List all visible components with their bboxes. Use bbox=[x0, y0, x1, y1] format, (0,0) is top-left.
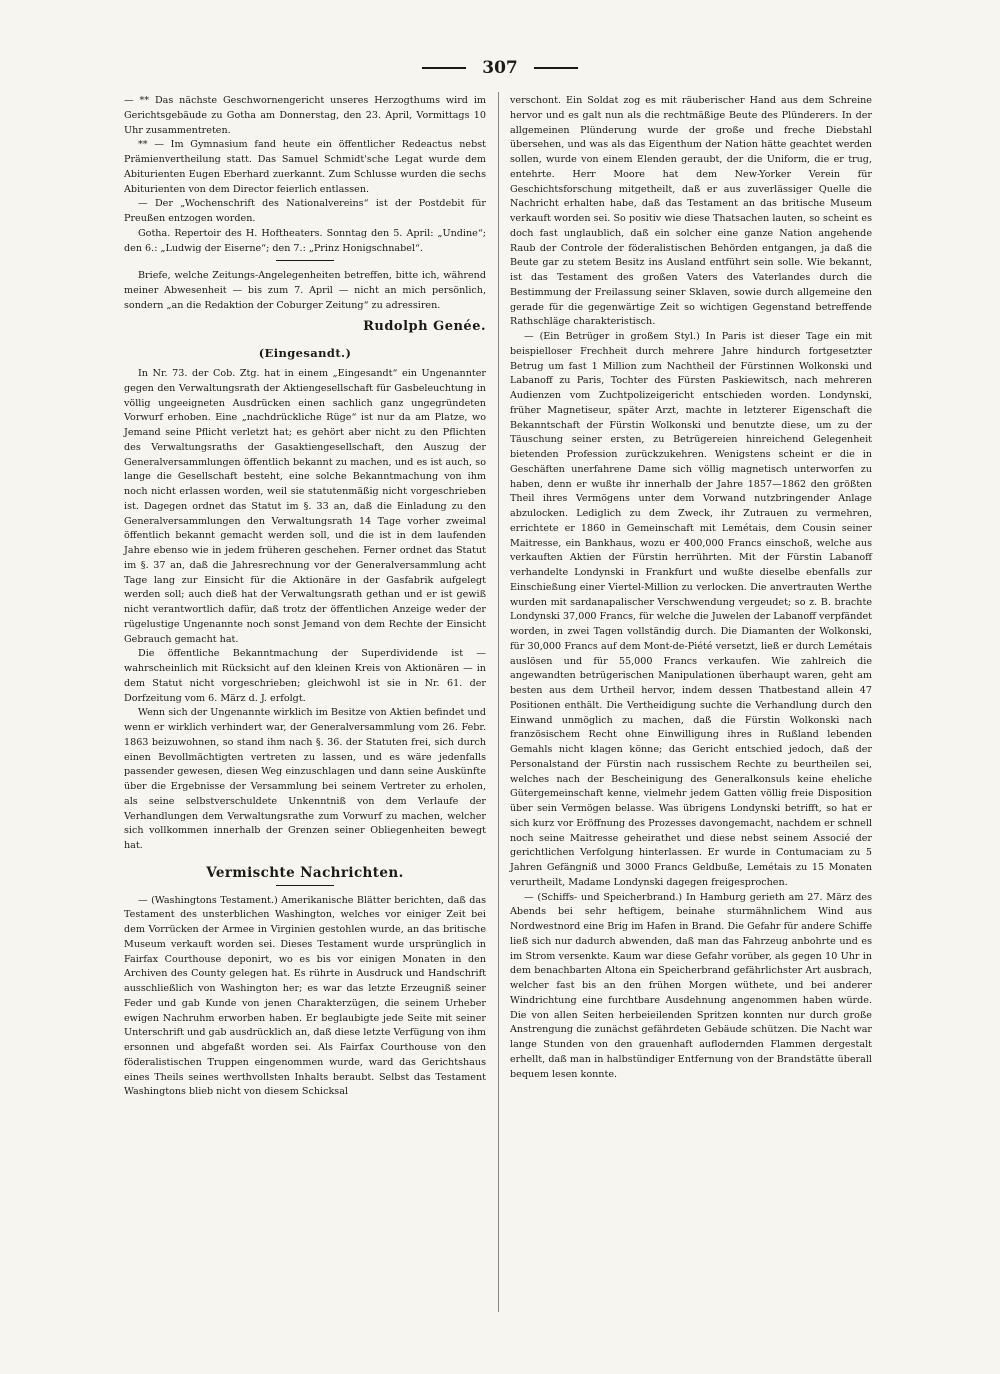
vermischte-heading: Vermischte Nachrichten. bbox=[206, 864, 404, 881]
eingesandt-paragraph: In Nr. 73. der Cob. Ztg. hat in einem „Eingesandt“ ein Ungenannter gegen den Verwaltungsrath der Aktiengesellschaft für Gasbeleuchtung in völlig ungeeigneten Ausdrücken einen sachlich ganz ungegründeten Vorwurf erhoben. Eine „nachdrückliche Rüge“ ist nur da am Platze, wo Jemand seine Pflicht verletzt hat; es gehört aber nicht zu den Pflichten des Verwaltungsraths der Gasaktiengesellschaft, den Auszug der Generalversammlungen öffentlich bekannt zu machen, und es ist auch, so lange die Gesellschaft besteht, eine solche Bekanntmachung von ihm noch nicht erlassen worden, weil sie statutenmäßig nicht vorgeschrieben ist. Dagegen ordnet das Statut im §. 33 an, daß die Einladung zu den Generalversammlungen den Verwaltungsrath 14 Tage vorher zweimal öffentlich bekannt gemacht werden soll, und die ist in dem laufenden Jahre ebenso wie in jedem früheren geschehen. Ferner ordnet das Statut im §. 37 an, daß die Jahresrechnung vor der Generalversammlung acht Tage lang zur Einsicht für die Aktionäre in der Gasfabrik aufgelegt werden soll; auch dieß hat der Verwaltungsrath gethan und er ist gewiß nicht verantwortlich dafür, daß trotz der öffentlichen Anzeige weder der rügelustige Ungenannte noch sonst Jemand von dem Rechte der Einsicht Gebrauch gemacht hat. bbox=[124, 368, 486, 645]
section-rule bbox=[276, 885, 334, 886]
news-item-gymnasium: ** — Im Gymnasium fand heute ein öffentlicher Redeactus nebst Prämienvertheilung statt. Das Samuel Schmidt'sche Legat wurde dem Abiturienten Eugen Eberhard zuerkannt. Zum Schlusse wurden die sechs Abiturienten von dem Director feierlich entlassen. bbox=[124, 139, 486, 195]
continuation-paragraph: verschont. Ein Soldat zog es mit räuberischer Hand aus dem Schreine hervor und es galt nun als die rechtmäßige Beute des Plünderers. In der allgemeinen Plünderung wurde der große und freche Diebstahl übersehen, und was als das Eigenthum der Nation hätte geachtet werden sollen, wurde von einem Elenden geraubt, der die Uniform, die er trug, entehrte. Herr Moore hat dem New-Yorker Verein für Geschichtsforschung mitgetheilt, daß er aus zuverlässiger Quelle die Nachricht erhalten habe, daß das Testament an das britische Museum verkauft worden sei. So positiv wie diese Thatsachen lauten, so scheint es doch fast unglaublich, daß ein solcher eine ganze Nation angehende Raub der Controle der föderalistischen Behörden entgangen, ja daß die Beute gar zu stetem Besitz ins Ausland entführt sein solle. Wie bekannt, ist das Testament des großen Vaters des Vaterlandes durch die Bestimmung der Freilassung seiner Sklaven, sowie durch allgemeine den gerade für die gegenwärtige Zeit so wichtigen Gegenstand betreffende Rathschläge charakteristisch. bbox=[510, 95, 872, 328]
section-rule bbox=[276, 260, 334, 261]
news-item-repertoir: Gotha. Repertoir des H. Hoftheaters. Sonntag den 5. April: „Undine“; den 6.: „Ludwig der Eiserne“; den 7.: „Prinz Honigschnabel“. bbox=[124, 227, 486, 254]
eingesandt-paragraph: Die öffentliche Bekanntmachung der Superdividende ist — wahrscheinlich mit Rücksicht auf den kleinen Kreis von Aktionären — in dem Statut nicht vorgeschrieben; gleichwohl ist sie in Nr. 61. der Dorfzeitung vom 6. März d. J. erfolgt. bbox=[124, 648, 486, 704]
right-column bbox=[510, 94, 872, 1082]
page-header bbox=[0, 58, 1000, 78]
header-rule-left bbox=[422, 67, 466, 69]
page-number: 307 bbox=[482, 58, 518, 78]
news-item-betrueger: — (Ein Betrüger in großem Styl.) In Paris ist dieser Tage ein mit beispielloser Frechheit durch mehrere Jahre hindurch fortgesetzter Betrug um fast 1 Million zum Nachtheil der Fürstinnen Wolkonski und Labanoff zu Paris, Tochter des Fürsten Paskiewitsch, nach mehreren Audienzen vom Zuchtpolizeigericht entschieden worden. Londynski, früher Magnetiseur, später Arzt, machte in letzterer Eigenschaft die Bekanntschaft der Fürstin Wolkonski und benutzte diese, um zu der Täuschung seiner ersten, zu Betrügereien hinreichend Gelegenheit bietenden Profession zurückzukehren. Wenigstens scheint er die in Geschäften unerfahrene Dame sich völlig magnetisch unterworfen zu haben, denn er wußte ihr innerhalb der Jahre 1857—1862 den größten Theil ihres Vermögens unter dem Vorwand nutzbringender Anlage abzulocken. Lediglich zu dem Zweck, ihr Zutrauen zu vermehren, errichtete er 1860 in Gemeinschaft mit Lemétais, dem Cousin seiner Maitresse, ein Bankhaus, wozu er 400,000 Francs einschoß, welche aus verkauften Aktien der Fürstin herrührten. Mit der Fürstin Labanoff verhandelte Londynski in Frankfurt und wußte dieselbe ebenfalls zur Einschießung einer Viertel-Million zu verlocken. Die anvertrauten Werthe wurden mit sardanapalischer Verschwendung vergeudet; so z. B. brachte Londynski 37,000 Francs, für welche die Juwelen der Labanoff verpfändet worden, in zwei Tagen vollständig durch. Die Diamanten der Wolkonski, für 30,000 Francs auf dem Mont-de-Piété versetzt, ließ er durch Lemétais auslösen und für 55,000 Francs verkaufen. Wie zahlreich die angewandten betrügerischen Manipulationen überhaupt waren, geht am besten aus dem Urtheil hervor, indem dessen Thatbestand allein 47 Positionen enthält. Die Vertheidigung suchte die Verhandlung durch den Einwand unmöglich zu machen, daß die Fürstin Wolkonski nach französischem Recht ohne Einwilligung ihres in Rußland lebenden Gemahls nicht klagen könne; das Gericht entschied jedoch, daß der Personalstand der Fürstin nach russischem Rechte zu beurtheilen sei, welches nach der Bescheinigung des Generalkonsuls keine eheliche Gütergemeinschaft kenne, vielmehr jedem Gatten völlig freie Disposition über sein Vermögen belasse. Was übrigens Londynski betrifft, so hat er sich kurz vor Eröffnung des Prozesses davongemacht, nachdem er schnell noch seine Maitresse geheirathet und diese nebst seinem Associé der gerichtlichen Verfolgung hinterlassen. Er wurde in Contumaciam zu 5 Jahren Gefängniß und 3000 Francs Geldbuße, Lemétais zu 15 Monaten verurtheilt, Madame Londynski dagegen freigesprochen. bbox=[510, 331, 872, 888]
signature: Rudolph Genée. bbox=[363, 318, 486, 334]
notice-briefe: Briefe, welche Zeitungs-Angelegenheiten betreffen, bitte ich, während meiner Abwesenheit — bis zum 7. April — nicht an mich persönlich, sondern „an die Redaktion der Coburger Zeitung“ zu adressiren. bbox=[124, 270, 486, 311]
vermischte-paragraph: — (Washingtons Testament.) Amerikanische Blätter berichten, daß das Testament des unsterblichen Washington, welches vor einiger Zeit bei dem Vorrücken der Armee in Virginien gestohlen wurde, an das britische Museum verkauft worden sei. Dieses Testament wurde ursprünglich in Fairfax Courthouse deponirt, wo es bis vor einigen Monaten in den Archiven des County gelegen hat. Es rührte in Ausdruck und Handschrift ausschließlich von Washington her; es war das letzte Erzeugniß seiner Feder und gab Kunde von jenen Charakterzügen, die seinem Urheber ewigen Nachruhm erworben haben. Er beglaubigte jede Seite mit seiner Unterschrift und gab ausdrücklich an, daß diese letzte Verfügung von ihm ersonnen und abgefaßt worden sei. Als Fairfax Courthouse von den föderalistischen Truppen eingenommen wurde, ward das Gerichtshaus eines Theils seines werthvollsten Inhalts beraubt. Selbst das Testament Washingtons blieb nicht von diesem Schicksal bbox=[124, 894, 486, 1098]
news-item-geschwornengericht: — ** Das nächste Geschwornengericht unseres Herzogthums wird im Gerichtsgebäude zu Gotha am Donnerstag, den 23. April, Vormittags 10 Uhr zusammentreten. bbox=[124, 95, 486, 136]
header-rule-right bbox=[534, 67, 578, 69]
eingesandt-heading: (Eingesandt.) bbox=[258, 346, 352, 361]
eingesandt-paragraph: Wenn sich der Ungenannte wirklich im Besitze von Aktien befindet und wenn er wirklich verhindert war, der Generalversammlung vom 26. Febr. 1863 beizuwohnen, so stand ihm nach §. 36. der Statuten frei, sich durch einen Bevollmächtigten vertreten zu lassen, und es wäre jedenfalls passender gewesen, diesen Weg einzuschlagen und dann seine Auskünfte über die Ergebnisse der Versammlung bei seinem Vertreter zu erholen, als seine selbstverschuldete Unkenntniß von dem Verlaufe der Verhandlungen dem Verwaltungsrathe zum Vorwurf zu machen, welcher sich vollkommen innerhalb der Grenzen seiner Obliegenheiten bewegt hat. bbox=[124, 707, 486, 851]
news-item-speicherbrand: — (Schiffs- und Speicherbrand.) In Hamburg gerieth am 27. März des Abends bei sehr heftigem, beinahe sturmähnlichem Wind aus Nordwestnord eine Brig im Hafen in Brand. Die Gefahr für andere Schiffe ließ sich nur dadurch abwenden, daß man das Fahrzeug anbohrte und es im Strom versenkte. Kaum war diese Gefahr vorüber, als gegen 10 Uhr in dem benachbarten Altona ein Speicherbrand gefährlichster Art ausbrach, welcher fast bis an den frühen Morgen wüthete, und bei anderer Windrichtung eine furchtbare Ausdehnung angenommen haben würde. Die von allen Seiten herbeieilenden Spritzen konnten nur durch große Anstrengung die zunächst gefährdeten Gebäude schützen. Die Nacht war lange Stunden von den grauenhaft auflodernden Flammen dergestalt erhellt, daß man in halbstündiger Entfernung von der Brandstätte überall bequem lesen konnte. bbox=[510, 891, 872, 1080]
column-divider bbox=[498, 92, 499, 1312]
news-item-wochenschrift: — Der „Wochenschrift des Nationalvereins“ ist der Postdebit für Preußen entzogen worden. bbox=[124, 198, 486, 224]
left-column bbox=[124, 94, 486, 1100]
